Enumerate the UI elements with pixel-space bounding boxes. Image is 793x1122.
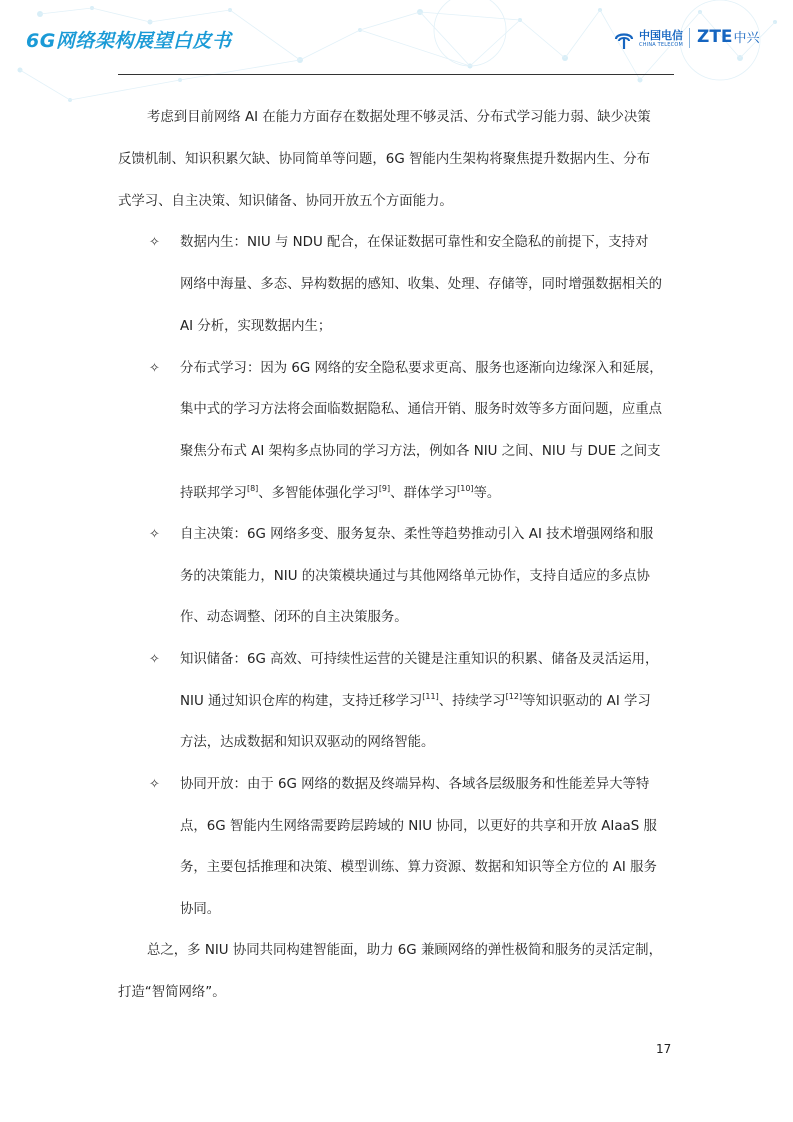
china-telecom-cn: 中国电信 xyxy=(639,29,683,42)
bullet-1-line-2: 网络中海量、多态、异构数据的感知、收集、处理、存储等，同时增强数据相关的 xyxy=(180,277,663,292)
intro-line-1: 考虑到目前网络 AI 在能力方面存在数据处理不够灵活、分布式学习能力弱、缺少决策 xyxy=(147,110,651,125)
bullet-icon: ✧ xyxy=(149,235,160,250)
text-run: 、持续学习 xyxy=(438,694,506,709)
citation-ref[interactable]: [12] xyxy=(505,692,523,701)
bullet-4-line-2 xyxy=(180,692,651,712)
citation-ref[interactable]: [11] xyxy=(422,692,439,701)
bullet-1-line-3: AI 分析，实现数据内生； xyxy=(180,319,332,334)
bullet-5-line-1: 协同开放：由于 6G 网络的数据及终端异构、各域各层级服务和性能差异大等特 xyxy=(180,777,650,792)
conclusion-line-1: 总之，多 NIU 协同共同构建智能面，助力 6G 兼顾网络的弹性极简和服务的灵活定制， xyxy=(147,943,662,958)
china-telecom-mark-icon xyxy=(612,27,636,51)
zte-logo-cn: 中兴 xyxy=(733,31,760,46)
text-run: 、多智能体强化学习 xyxy=(258,486,379,501)
bullet-5-line-2: 点，6G 智能内生网络需要跨层跨域的 NIU 协同，以更好的共享和开放 AIaaS 服 xyxy=(180,819,657,834)
text-run: 等。 xyxy=(473,486,501,501)
bullet-5-line-4: 协同。 xyxy=(180,902,221,917)
text-run: 、群体学习 xyxy=(390,486,458,501)
text-run: 等知识驱动的 AI 学习 xyxy=(522,694,651,709)
intro-line-2: 反馈机制、知识积累欠缺、协同简单等问题，6G 智能内生架构将聚焦提升数据内生、分布 xyxy=(118,152,650,167)
citation-ref[interactable]: [9] xyxy=(378,484,391,493)
bullet-2-line-4 xyxy=(180,484,500,504)
china-telecom-en: CHINA TELECOM xyxy=(639,42,683,48)
document-title: 6G网络架构展望白皮书 xyxy=(26,30,232,52)
text-run: 持联邦学习 xyxy=(180,486,247,501)
bullet-icon: ✧ xyxy=(149,527,160,542)
bullet-icon: ✧ xyxy=(149,652,160,667)
bullet-2-line-1: 分布式学习：因为 6G 网络的安全隐私要求更高、服务也逐渐向边缘深入和延展， xyxy=(180,361,663,376)
citation-ref[interactable]: [8] xyxy=(246,484,259,493)
china-telecom-logo xyxy=(612,26,683,52)
bullet-5-line-3: 务，主要包括推理和决策、模型训练、算力资源、数据和知识等全方位的 AI 服务 xyxy=(180,860,657,875)
bullet-1-line-1: 数据内生：NIU 与 NDU 配合，在保证数据可靠性和安全隐私的前提下，支持对 xyxy=(180,235,649,250)
bullet-4-line-1: 知识储备：6G 高效、可持续性运营的关键是注重知识的积累、储备及灵活运用， xyxy=(180,652,659,667)
bullet-2-line-3: 聚焦分布式 AI 架构多点协同的学习方法，例如各 NIU 之间、NIU 与 DUE 之间支 xyxy=(180,444,661,459)
citation-ref[interactable]: [10] xyxy=(457,484,474,493)
bullet-icon: ✧ xyxy=(149,361,160,376)
zte-logo-text: ZTE xyxy=(697,27,733,47)
page-number: 17 xyxy=(656,1042,672,1056)
conclusion-line-2: 打造“智简网络”。 xyxy=(118,985,226,1000)
bullet-3-line-1: 自主决策：6G 网络多变、服务复杂、柔性等趋势推动引入 AI 技术增强网络和服 xyxy=(180,527,654,542)
bullet-4-line-3: 方法，达成数据和知识双驱动的网络智能。 xyxy=(180,735,435,750)
bullet-2-line-2: 集中式的学习方法将会面临数据隐私、通信开销、服务时效等多方面问题，应重点 xyxy=(180,402,663,417)
text-run: NIU 通过知识仓库的构建，支持迁移学习 xyxy=(180,694,423,709)
header-rule xyxy=(118,74,674,75)
bullet-3-line-2: 务的决策能力，NIU 的决策模块通过与其他网络单元协作，支持自适应的多点协 xyxy=(180,569,650,584)
zte-logo xyxy=(697,27,760,47)
intro-line-3: 式学习、自主决策、知识储备、协同开放五个方面能力。 xyxy=(118,194,453,209)
bullet-3-line-3: 作、动态调整、闭环的自主决策服务。 xyxy=(180,610,408,625)
logo-divider xyxy=(689,28,690,48)
bullet-icon: ✧ xyxy=(149,777,160,792)
